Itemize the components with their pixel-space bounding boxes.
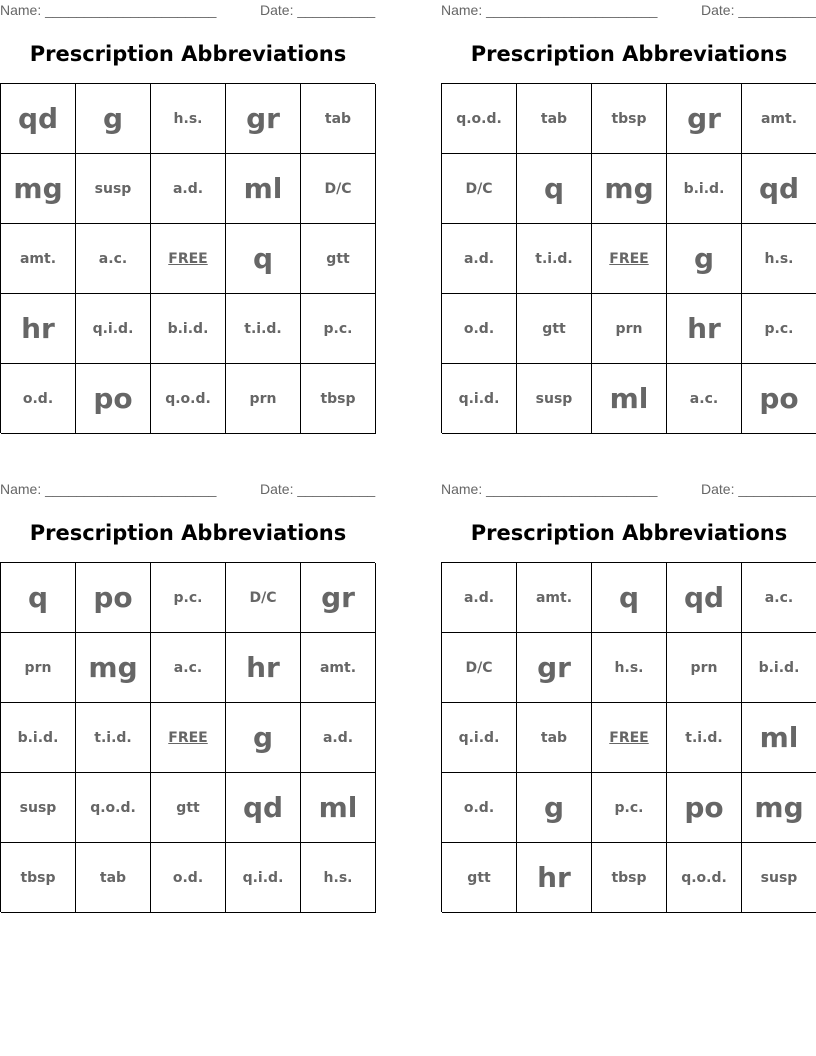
bingo-cell: gtt [442, 843, 517, 913]
bingo-cell: D/C [301, 154, 376, 224]
bingo-cell: ml [301, 773, 376, 843]
bingo-cell: o.d. [151, 843, 226, 913]
bingo-cell: q.i.d. [442, 364, 517, 434]
bingo-cell: hr [517, 843, 592, 913]
bingo-cell: susp [76, 154, 151, 224]
bingo-cell: po [76, 563, 151, 633]
bingo-cell: prn [592, 294, 667, 364]
card-title: Prescription Abbreviations [470, 521, 788, 545]
bingo-cell: t.i.d. [76, 703, 151, 773]
bingo-cell: b.i.d. [667, 154, 742, 224]
bingo-cell: q.o.d. [442, 84, 517, 154]
bingo-cell: tbsp [301, 364, 376, 434]
card-header [441, 481, 816, 499]
bingo-cell: tab [76, 843, 151, 913]
bingo-cell: ml [226, 154, 301, 224]
bingo-cell: mg [1, 154, 76, 224]
bingo-cell: t.i.d. [517, 224, 592, 294]
bingo-cell: gtt [517, 294, 592, 364]
bingo-cell: tbsp [592, 843, 667, 913]
date-line: Date: __________ [701, 2, 816, 18]
card-header [0, 2, 376, 20]
bingo-cell: p.c. [151, 563, 226, 633]
bingo-cell: t.i.d. [667, 703, 742, 773]
bingo-cell: qd [1, 84, 76, 154]
bingo-cell: tab [517, 703, 592, 773]
date-line: Date: __________ [260, 2, 376, 18]
bingo-cell: tbsp [592, 84, 667, 154]
bingo-grid [441, 83, 816, 433]
bingo-cell: susp [742, 843, 816, 913]
bingo-cell: mg [76, 633, 151, 703]
bingo-cell: q.o.d. [76, 773, 151, 843]
bingo-cell: tab [517, 84, 592, 154]
bingo-cell: a.d. [442, 563, 517, 633]
bingo-grid [0, 562, 375, 912]
bingo-cell: q.i.d. [442, 703, 517, 773]
bingo-cell: t.i.d. [226, 294, 301, 364]
bingo-grid [441, 562, 816, 912]
bingo-cell: prn [1, 633, 76, 703]
bingo-cell: a.c. [151, 633, 226, 703]
bingo-cell: susp [517, 364, 592, 434]
bingo-cell: po [742, 364, 816, 434]
bingo-cell: hr [226, 633, 301, 703]
bingo-cell: D/C [442, 154, 517, 224]
bingo-cell: p.c. [742, 294, 816, 364]
bingo-cell: o.d. [442, 294, 517, 364]
bingo-cell: mg [742, 773, 816, 843]
bingo-cell: prn [226, 364, 301, 434]
bingo-cell: g [517, 773, 592, 843]
bingo-cell: b.i.d. [151, 294, 226, 364]
bingo-cell: q [592, 563, 667, 633]
bingo-cell: hr [1, 294, 76, 364]
bingo-cell: a.d. [151, 154, 226, 224]
bingo-cell: amt. [742, 84, 816, 154]
bingo-cell: g [667, 224, 742, 294]
bingo-cell: g [226, 703, 301, 773]
bingo-cell: b.i.d. [1, 703, 76, 773]
bingo-cell: po [76, 364, 151, 434]
bingo-grid [0, 83, 375, 433]
bingo-cell: tab [301, 84, 376, 154]
bingo-cell: q [226, 224, 301, 294]
bingo-cell: o.d. [1, 364, 76, 434]
bingo-card-3 [0, 479, 376, 911]
bingo-cell: gtt [301, 224, 376, 294]
free-space-cell: FREE [592, 703, 667, 773]
bingo-cell: q.i.d. [226, 843, 301, 913]
bingo-cell: h.s. [742, 224, 816, 294]
bingo-cell: q.o.d. [151, 364, 226, 434]
bingo-cell: prn [667, 633, 742, 703]
bingo-cell: q [1, 563, 76, 633]
free-space-cell: FREE [592, 224, 667, 294]
bingo-cell: a.d. [301, 703, 376, 773]
bingo-cell: b.i.d. [742, 633, 816, 703]
bingo-cell: h.s. [592, 633, 667, 703]
bingo-cell: ml [742, 703, 816, 773]
card-title: Prescription Abbreviations [470, 42, 788, 66]
bingo-cell: tbsp [1, 843, 76, 913]
card-title: Prescription Abbreviations [29, 521, 347, 545]
bingo-card-4 [441, 479, 816, 911]
bingo-cell: h.s. [301, 843, 376, 913]
bingo-cell: qd [667, 563, 742, 633]
bingo-cell: qd [742, 154, 816, 224]
bingo-cell: hr [667, 294, 742, 364]
name-line: Name: ______________________ [441, 481, 658, 497]
free-space-cell: FREE [151, 703, 226, 773]
bingo-card-1 [0, 0, 376, 432]
bingo-cell: mg [592, 154, 667, 224]
bingo-cell: p.c. [592, 773, 667, 843]
bingo-cell: a.c. [742, 563, 816, 633]
date-line: Date: __________ [260, 481, 376, 497]
free-space-cell: FREE [151, 224, 226, 294]
card-header [441, 2, 816, 20]
card-title: Prescription Abbreviations [29, 42, 347, 66]
bingo-cell: gr [301, 563, 376, 633]
card-header [0, 481, 376, 499]
bingo-cell: h.s. [151, 84, 226, 154]
name-line: Name: ______________________ [0, 481, 217, 497]
bingo-cell: gtt [151, 773, 226, 843]
date-line: Date: __________ [701, 481, 816, 497]
bingo-cell: q [517, 154, 592, 224]
bingo-cell: g [76, 84, 151, 154]
bingo-cell: a.c. [76, 224, 151, 294]
name-line: Name: ______________________ [0, 2, 217, 18]
bingo-cell: gr [226, 84, 301, 154]
bingo-card-2 [441, 0, 816, 432]
bingo-cell: o.d. [442, 773, 517, 843]
bingo-cell: a.c. [667, 364, 742, 434]
bingo-cell: po [667, 773, 742, 843]
bingo-cell: amt. [1, 224, 76, 294]
bingo-cell: gr [517, 633, 592, 703]
bingo-cell: a.d. [442, 224, 517, 294]
bingo-cell: D/C [442, 633, 517, 703]
bingo-cell: D/C [226, 563, 301, 633]
name-line: Name: ______________________ [441, 2, 658, 18]
bingo-cell: q.o.d. [667, 843, 742, 913]
bingo-cell: amt. [301, 633, 376, 703]
bingo-cell: susp [1, 773, 76, 843]
bingo-cell: qd [226, 773, 301, 843]
bingo-cell: amt. [517, 563, 592, 633]
bingo-cell: ml [592, 364, 667, 434]
bingo-cell: p.c. [301, 294, 376, 364]
bingo-cell: gr [667, 84, 742, 154]
bingo-cell: q.i.d. [76, 294, 151, 364]
